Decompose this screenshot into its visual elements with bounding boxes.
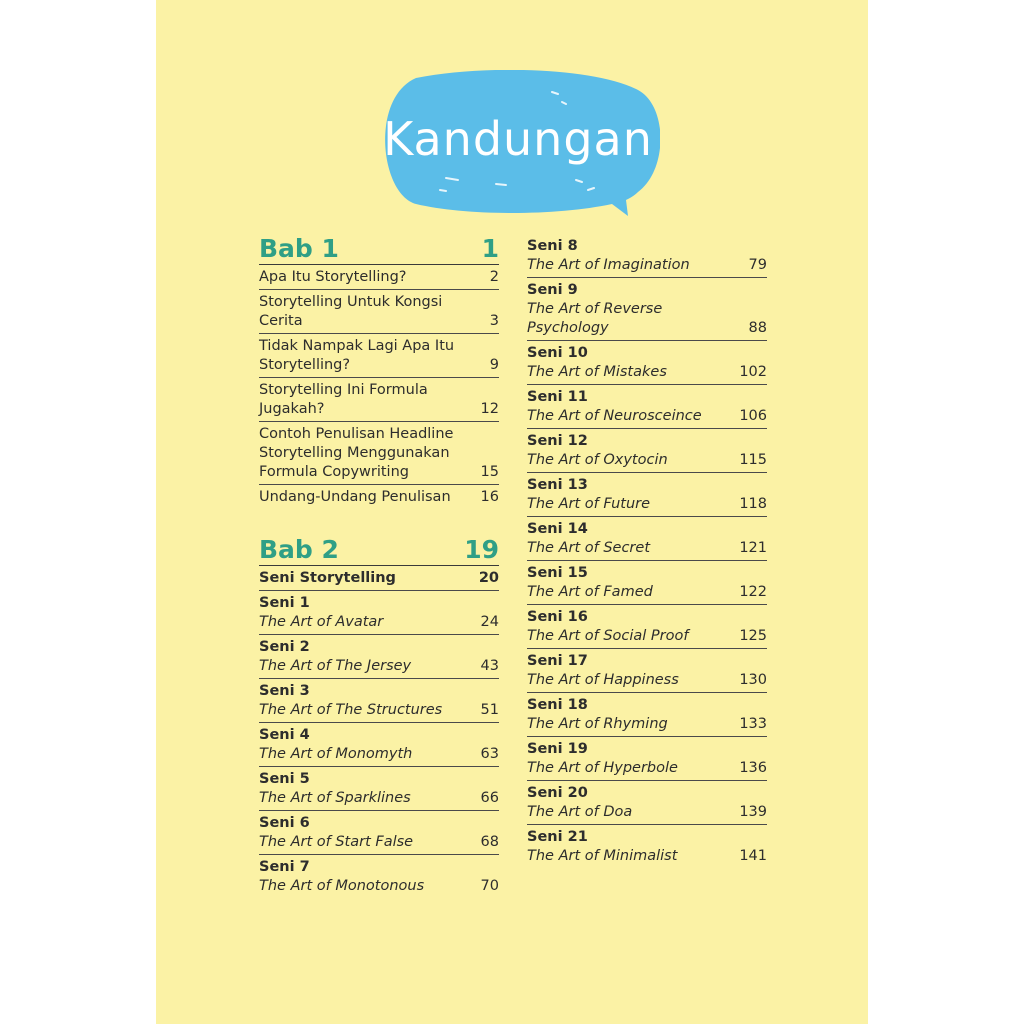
entry-subtitle: The Art of Minimalist [527,848,678,864]
toc-entry[interactable] [259,679,499,723]
toc-entry[interactable] [259,422,499,485]
entry-subtitle: The Art of Social Proof [527,628,689,644]
entry-page: 20 [478,570,499,586]
entry-title: Tidak Nampak Lagi Apa Itu Storytelling? [259,338,455,373]
entry-heading: Seni 14 [527,521,588,537]
toc-entry[interactable] [259,767,499,811]
toc-entry[interactable] [527,605,767,649]
entry-page: 66 [480,790,499,806]
entry-subtitle: The Art of Neurosceince [527,408,702,424]
entry-subtitle: The Art of Hyperbole [527,760,678,776]
entry-heading: Seni 18 [527,697,588,713]
entry-page: 133 [739,716,767,732]
entry-page: 16 [480,489,499,505]
entry-heading: Seni 19 [527,741,588,757]
entry-subtitle: The Art of Monomyth [259,746,413,762]
entry-heading: Seni 21 [527,829,588,845]
entry-title: Contoh Penulisan Headline Storytelling Menggunakan Formula Copywriting [259,426,454,480]
toc-entry[interactable] [527,561,767,605]
entry-subtitle: The Art of The Jersey [259,658,412,674]
entry-page: 121 [739,540,767,556]
entry-page: 136 [739,760,767,776]
chapter-page: 1 [481,234,499,263]
entry-title: Seni Storytelling [259,570,396,586]
toc-entry[interactable] [259,855,499,898]
entry-title: Storytelling Untuk Kongsi Cerita [259,294,443,329]
entry-page: 106 [739,408,767,424]
entry-page: 70 [480,878,499,894]
entry-subtitle: The Art of Future [527,496,651,512]
entry-page: 122 [739,584,767,600]
entry-heading: Seni 12 [527,433,588,449]
toc-entry[interactable] [259,485,499,509]
entry-page: 63 [480,746,499,762]
entry-heading: Seni 9 [527,282,578,298]
toc-entry[interactable] [527,517,767,561]
bab-1-entries [259,265,499,509]
entry-subtitle: The Art of Happiness [527,672,679,688]
entry-subtitle: The Art of Sparklines [259,790,411,806]
entry-page: 3 [489,313,499,329]
entry-title: Undang-Undang Penulisan [259,489,451,505]
entry-page: 9 [489,357,499,373]
entry-subtitle: The Art of Famed [527,584,653,600]
entry-page: 141 [739,848,767,864]
entry-page: 125 [739,628,767,644]
toc-entry-intro[interactable] [259,566,499,591]
toc-entry[interactable] [259,811,499,855]
toc-entry[interactable] [527,234,767,278]
entry-subtitle: The Art of The Structures [259,702,443,718]
chapter-label: Bab 2 [259,535,339,564]
entry-subtitle: The Art of Mistakes [527,364,667,380]
toc-entry[interactable] [527,385,767,429]
entry-heading: Seni 2 [259,639,310,655]
toc-right-column [527,234,767,868]
entry-page: 118 [739,496,767,512]
entry-page: 115 [739,452,767,468]
toc-entry[interactable] [527,473,767,517]
entry-heading: Seni 6 [259,815,310,831]
entry-title: Storytelling Ini Formula Jugakah? [259,382,428,417]
toc-left-column [259,234,499,898]
entry-heading: Seni 17 [527,653,588,669]
section-gap [259,509,499,535]
entry-heading: Seni 4 [259,727,310,743]
entry-page: 68 [480,834,499,850]
chapter-heading-bab-2 [259,535,499,566]
entry-heading: Seni 5 [259,771,310,787]
entry-heading: Seni 20 [527,785,588,801]
entry-subtitle: The Art of Doa [527,804,633,820]
entry-page: 24 [480,614,499,630]
entry-subtitle: The Art of Start False [259,834,414,850]
entry-page: 15 [480,464,499,480]
entry-page: 12 [480,401,499,417]
entry-page: 102 [739,364,767,380]
toc-entry[interactable] [527,737,767,781]
entry-page: 43 [480,658,499,674]
entry-subtitle: The Art of Monotonous [259,878,425,894]
entry-heading: Seni 13 [527,477,588,493]
entry-heading: Seni 11 [527,389,588,405]
toc-entry[interactable] [527,825,767,868]
title-bubble [376,70,660,216]
chapter-page: 19 [464,535,499,564]
entry-subtitle: The Art of Rhyming [527,716,668,732]
entry-heading: Seni 7 [259,859,310,875]
entry-subtitle: The Art of Avatar [259,614,384,630]
toc-entry[interactable] [259,290,499,334]
toc-entry[interactable] [527,649,767,693]
entry-subtitle: The Art of Secret [527,540,651,556]
page-title: Kandungan [383,112,653,166]
toc-entry[interactable] [527,278,767,341]
toc-entry[interactable] [259,265,499,290]
entry-subtitle: The Art of Imagination [527,257,690,273]
toc-entry[interactable] [527,693,767,737]
toc-entry[interactable] [527,341,767,385]
entry-heading: Seni 3 [259,683,310,699]
entry-heading: Seni 15 [527,565,588,581]
entry-heading: Seni 8 [527,238,578,254]
toc-entry[interactable] [259,378,499,422]
toc-entry[interactable] [259,334,499,378]
entry-title: Apa Itu Storytelling? [259,269,407,285]
entry-page: 130 [739,672,767,688]
toc-entry[interactable] [259,723,499,767]
entry-subtitle: The Art of Oxytocin [527,452,668,468]
toc-entry[interactable] [527,429,767,473]
entry-page: 88 [748,320,767,336]
entry-page: 51 [480,702,499,718]
entry-heading: Seni 16 [527,609,588,625]
chapter-heading-bab-1 [259,234,499,265]
entry-page: 139 [739,804,767,820]
entry-page: 79 [748,257,767,273]
entry-heading: Seni 10 [527,345,588,361]
toc-entry[interactable] [259,635,499,679]
entry-subtitle: The Art of Reverse Psychology [527,301,663,336]
chapter-label: Bab 1 [259,234,339,263]
bab-2-entries [259,566,499,898]
entry-heading: Seni 1 [259,595,310,611]
toc-entry[interactable] [259,591,499,635]
entry-page: 2 [489,269,499,285]
toc-entry[interactable] [527,781,767,825]
